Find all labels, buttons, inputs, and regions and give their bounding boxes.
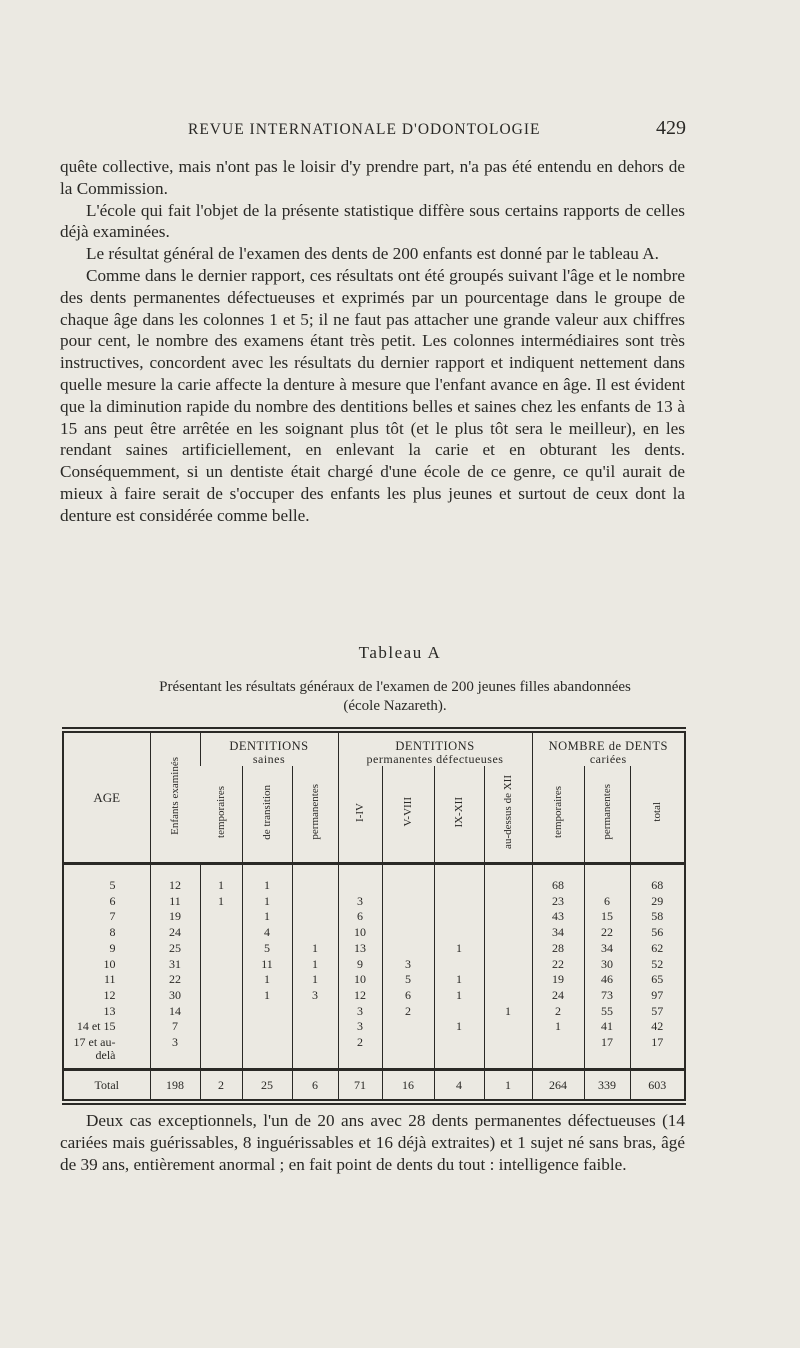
header-examined — [150, 733, 200, 864]
value-cell — [434, 1036, 484, 1067]
value-cell: 6 — [584, 895, 630, 911]
paragraph: quête collective, mais n'ont pas le loisir d'y prendre part, n'a pas été entendu en dehors de la Commission. — [60, 157, 685, 198]
value-cell: 24 — [532, 989, 584, 1005]
value-cell — [484, 958, 532, 974]
header-d-4 — [484, 766, 532, 864]
value-cell — [484, 895, 532, 911]
header-label: permanentes — [309, 784, 321, 840]
body-text — [60, 156, 685, 527]
total-cell: 4 — [434, 1070, 484, 1100]
total-cell: 264 — [532, 1070, 584, 1100]
value-cell: 43 — [532, 910, 584, 926]
value-cell: 15 — [584, 910, 630, 926]
header-d-3 — [434, 766, 484, 864]
spacer-row — [64, 864, 684, 880]
value-cell: 29 — [630, 895, 684, 911]
header-group-sub: permanentes défectueuses — [366, 752, 504, 766]
value-cell: 12 — [338, 989, 382, 1005]
table-row — [64, 1020, 684, 1036]
spacer-cell — [630, 864, 684, 880]
header-label: au-dessus de XII — [502, 775, 514, 849]
header-s-temp — [200, 766, 242, 864]
value-cell — [200, 926, 242, 942]
running-header — [188, 117, 686, 140]
value-cell — [484, 879, 532, 895]
value-cell — [200, 1036, 242, 1067]
value-cell: 68 — [630, 879, 684, 895]
value-cell — [434, 910, 484, 926]
value-cell: 22 — [532, 958, 584, 974]
table-row — [64, 973, 684, 989]
value-cell — [484, 973, 532, 989]
spacer-cell — [64, 864, 150, 880]
value-cell — [200, 1005, 242, 1021]
value-cell: 52 — [630, 958, 684, 974]
value-cell — [382, 879, 434, 895]
total-label: Total — [64, 1070, 150, 1100]
value-cell — [484, 989, 532, 1005]
value-cell: 1 — [434, 1020, 484, 1036]
table-row — [64, 1036, 684, 1067]
value-cell: 17 — [584, 1036, 630, 1067]
header-group-label: NOMBRE de DENTS — [548, 739, 668, 753]
spacer-cell — [200, 864, 242, 880]
paragraph: Deux cas exceptionnels, l'un de 20 ans avec 28 dents permanentes défectueuses (14 cariées mais guérissables, 8 inguérissables et 16 déjà extraites) et 1 sujet né sans bras, âgé de 39 ans, entièrement anormal ; en fait point de dents du tout : intelligence faible. — [60, 1111, 685, 1174]
value-cell: 68 — [532, 879, 584, 895]
value-cell — [200, 910, 242, 926]
header-label: total — [651, 802, 664, 822]
total-cell: 16 — [382, 1070, 434, 1100]
header-examined-label: Enfants examinés — [169, 756, 181, 835]
value-cell — [382, 1036, 434, 1067]
value-cell: 1 — [242, 910, 292, 926]
value-cell: 10 — [338, 973, 382, 989]
value-cell: 1 — [292, 942, 338, 958]
age-cell: 14 et 15 — [76, 1019, 116, 1034]
value-cell — [292, 879, 338, 895]
value-cell — [200, 958, 242, 974]
value-cell — [484, 1036, 532, 1067]
value-cell — [200, 989, 242, 1005]
header-group-sub: cariées — [589, 752, 627, 766]
value-cell: 31 — [150, 958, 200, 974]
value-cell — [584, 879, 630, 895]
value-cell — [484, 910, 532, 926]
value-cell: 11 — [242, 958, 292, 974]
value-cell: 1 — [242, 879, 292, 895]
value-cell: 5 — [382, 973, 434, 989]
value-cell: 73 — [584, 989, 630, 1005]
table-row — [64, 895, 684, 911]
value-cell: 2 — [382, 1005, 434, 1021]
table-row — [64, 942, 684, 958]
header-label: de transition — [261, 784, 273, 840]
total-cell: 2 — [200, 1070, 242, 1100]
table-body — [64, 864, 684, 1070]
total-cell: 6 — [292, 1070, 338, 1100]
table-row — [64, 926, 684, 942]
value-cell: 12 — [150, 879, 200, 895]
value-cell — [434, 1005, 484, 1021]
value-cell: 3 — [150, 1036, 200, 1067]
header-c-temp — [532, 766, 584, 864]
age-cell: 8 — [109, 925, 116, 940]
value-cell: 65 — [630, 973, 684, 989]
total-cell: 603 — [630, 1070, 684, 1100]
value-cell — [382, 926, 434, 942]
age-cell: 7 — [109, 909, 116, 924]
data-table — [64, 733, 684, 1099]
value-cell: 10 — [338, 926, 382, 942]
value-cell — [200, 942, 242, 958]
spacer-cell — [242, 864, 292, 880]
value-cell: 3 — [338, 895, 382, 911]
header-label: V-VIII — [402, 797, 414, 827]
value-cell — [292, 1020, 338, 1036]
value-cell: 55 — [584, 1005, 630, 1021]
age-cell: 5 — [109, 878, 116, 892]
value-cell: 1 — [200, 879, 242, 895]
age-cell: 12 — [103, 988, 116, 1003]
total-cell: 71 — [338, 1070, 382, 1100]
value-cell — [484, 1020, 532, 1036]
spacer-cell — [434, 864, 484, 880]
value-cell: 1 — [532, 1020, 584, 1036]
value-cell: 1 — [242, 895, 292, 911]
age-cell: 13 — [103, 1003, 116, 1018]
header-c-total — [630, 766, 684, 864]
age-cell: 9 — [109, 940, 116, 955]
table-caption-line: Présentant les résultats généraux de l'examen de 200 jeunes filles abandonnées — [159, 679, 631, 695]
value-cell: 14 — [150, 1005, 200, 1021]
total-cell: 198 — [150, 1070, 200, 1100]
value-cell: 57 — [630, 1005, 684, 1021]
value-cell: 19 — [532, 973, 584, 989]
value-cell: 25 — [150, 942, 200, 958]
value-cell: 41 — [584, 1020, 630, 1036]
table-caption-line: (école Nazareth). — [343, 697, 447, 714]
value-cell — [434, 895, 484, 911]
spacer-cell — [292, 864, 338, 880]
value-cell: 1 — [484, 1005, 532, 1021]
header-d-2 — [382, 766, 434, 864]
value-cell — [292, 910, 338, 926]
header-label: temporaires — [552, 786, 565, 838]
value-cell: 22 — [584, 926, 630, 942]
header-group-saines — [200, 733, 338, 766]
spacer-cell — [532, 864, 584, 880]
value-cell: 19 — [150, 910, 200, 926]
value-cell — [484, 942, 532, 958]
value-cell — [382, 942, 434, 958]
table-row — [64, 879, 684, 895]
value-cell: 22 — [150, 973, 200, 989]
spacer-cell — [382, 864, 434, 880]
header-label: temporaires — [214, 786, 227, 838]
value-cell — [484, 926, 532, 942]
page-number: 429 — [656, 117, 686, 139]
header-c-perm — [584, 766, 630, 864]
value-cell: 24 — [150, 926, 200, 942]
spacer-cell — [584, 864, 630, 880]
paragraph: Comme dans le dernier rapport, ces résultats ont été groupés suivant l'âge et le nombre des dents permanentes défectueuses et exprimés par un pourcentage dans le groupe de chaque âge dans les colonnes 1 et 5; il ne faut pas attacher une grande valeur aux chiffres pour cent, le nombre des examens étant très petit. Les colonnes intermédiaires sont très instructives, concordent avec les résultats du dernier rapport et indiquent nettement dans quelle mesure la carie affecte la denture à mesure que l'enfant avance en âge. Il est évident que la diminution rapide du nombre des dentitions belles et saines chez les enfants de 13 à 15 ans peut être arrêtée en les soignant plus tôt (et le plus tôt sera le meilleur), en les rendant saines artificiellement, en enlevant la carie et en obturant les dents. Conséquemment, si un dentiste était chargé d'une école de ce genre, ce qu'il aurait de mieux à faire serait de s'occuper des enfants les plus jeunes et surtout de ceux dont la denture est considérée comme belle. — [60, 265, 685, 525]
paragraph: L'école qui fait l'objet de la présente statistique diffère sous certains rapports de celles déjà examinées. — [60, 200, 685, 242]
value-cell: 1 — [434, 989, 484, 1005]
header-group-label: DENTITIONS — [229, 739, 309, 753]
value-cell: 3 — [338, 1020, 382, 1036]
value-cell: 28 — [532, 942, 584, 958]
header-group-carie — [532, 733, 684, 766]
header-label: IX-XII — [453, 796, 465, 828]
value-cell — [200, 1020, 242, 1036]
value-cell: 56 — [630, 926, 684, 942]
spacer-cell — [150, 864, 200, 880]
total-cell: 1 — [484, 1070, 532, 1100]
value-cell: 42 — [630, 1020, 684, 1036]
value-cell: 3 — [338, 1005, 382, 1021]
value-cell: 9 — [338, 958, 382, 974]
header-label: I-IV — [354, 802, 366, 822]
value-cell — [292, 926, 338, 942]
value-cell: 17 — [630, 1036, 684, 1067]
value-cell: 2 — [338, 1036, 382, 1067]
value-cell — [434, 879, 484, 895]
value-cell: 1 — [434, 973, 484, 989]
table-row — [64, 989, 684, 1005]
value-cell: 46 — [584, 973, 630, 989]
value-cell: 3 — [382, 958, 434, 974]
table-row — [64, 1005, 684, 1021]
value-cell: 1 — [434, 942, 484, 958]
header-group-label: DENTITIONS — [395, 739, 475, 753]
value-cell — [382, 910, 434, 926]
value-cell — [532, 1036, 584, 1067]
value-cell: 30 — [584, 958, 630, 974]
value-cell — [292, 895, 338, 911]
total-row — [64, 1070, 684, 1100]
spacer-cell — [484, 864, 532, 880]
value-cell: 2 — [532, 1005, 584, 1021]
value-cell: 13 — [338, 942, 382, 958]
value-cell: 62 — [630, 942, 684, 958]
age-cell: 10 — [103, 956, 116, 971]
value-cell: 1 — [242, 989, 292, 1005]
spacer-cell — [338, 864, 382, 880]
value-cell: 6 — [382, 989, 434, 1005]
value-cell: 1 — [292, 958, 338, 974]
value-cell: 11 — [150, 895, 200, 911]
paragraph: Le résultat général de l'examen des dents de 200 enfants est donné par le tableau A. — [86, 244, 659, 264]
header-age: AGE — [64, 733, 150, 864]
value-cell: 1 — [292, 973, 338, 989]
value-cell — [338, 879, 382, 895]
value-cell: 97 — [630, 989, 684, 1005]
value-cell: 34 — [532, 926, 584, 942]
value-cell — [434, 958, 484, 974]
header-d-1 — [338, 766, 382, 864]
value-cell — [292, 1036, 338, 1067]
header-s-perm — [292, 766, 338, 864]
table-row — [64, 910, 684, 926]
data-table-frame — [62, 731, 686, 1101]
value-cell — [434, 926, 484, 942]
value-cell: 7 — [150, 1020, 200, 1036]
value-cell: 1 — [200, 895, 242, 911]
header-group-defect — [338, 733, 532, 766]
header-label: permanentes — [601, 784, 614, 840]
value-cell — [242, 1036, 292, 1067]
running-title: REVUE INTERNATIONALE D'ODONTOLOGIE — [188, 121, 541, 138]
age-cell: 11 — [103, 972, 116, 987]
value-cell — [382, 1020, 434, 1036]
header-group-sub: saines — [252, 752, 286, 766]
value-cell — [242, 1020, 292, 1036]
value-cell — [242, 1005, 292, 1021]
value-cell — [382, 895, 434, 911]
value-cell: 58 — [630, 910, 684, 926]
value-cell: 5 — [242, 942, 292, 958]
table-title: Tableau A — [358, 643, 442, 662]
header-s-trans — [242, 766, 292, 864]
value-cell: 23 — [532, 895, 584, 911]
value-cell: 4 — [242, 926, 292, 942]
value-cell: 34 — [584, 942, 630, 958]
value-cell: 3 — [292, 989, 338, 1005]
value-cell — [200, 973, 242, 989]
value-cell: 6 — [338, 910, 382, 926]
footnote-text — [60, 1110, 685, 1175]
total-cell: 339 — [584, 1070, 630, 1100]
value-cell: 1 — [242, 973, 292, 989]
age-cell: 17 et au-delà — [73, 1035, 116, 1063]
total-cell: 25 — [242, 1070, 292, 1100]
value-cell: 30 — [150, 989, 200, 1005]
value-cell — [292, 1005, 338, 1021]
table-row — [64, 958, 684, 974]
table-caption — [50, 678, 740, 715]
age-cell: 6 — [109, 893, 116, 908]
